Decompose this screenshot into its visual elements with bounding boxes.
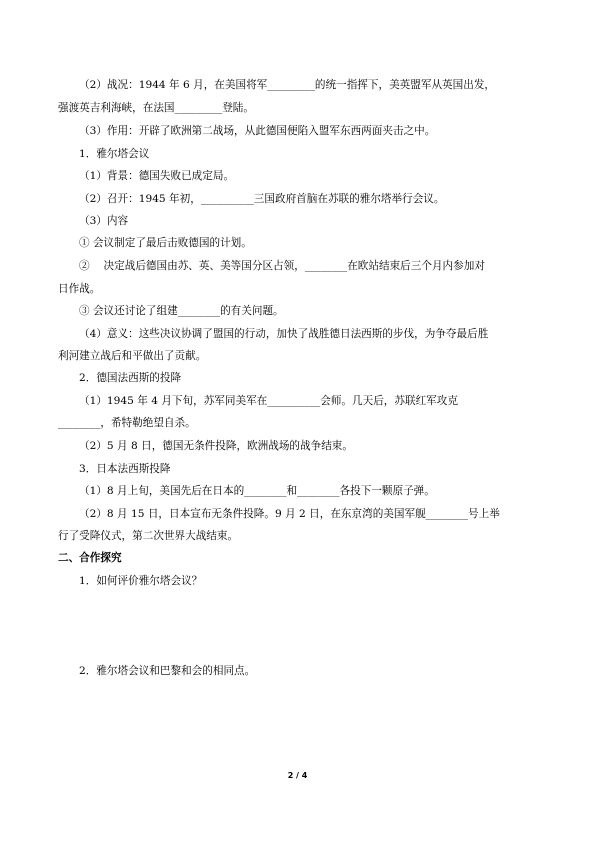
section-heading: 3．日本法西斯投降: [79, 463, 171, 475]
text-line: ② 决定战后德国由苏、英、美等国分区占领，________在欧站结束后三个月内参加对: [79, 260, 485, 272]
text-line: 强渡英吉利海峡，在法国_________登陆。: [58, 102, 254, 114]
question: 2．雅尔塔会议和巴黎和会的相同点。: [79, 665, 256, 677]
text-line: （3）作用：开辟了欧洲第二战场，从此德国便陷入盟军东西两面夹击之中。: [79, 125, 436, 137]
page-number: 2 / 4: [287, 771, 308, 780]
part-heading: 二、合作探究: [58, 552, 122, 564]
text-line: （2）8 月 15 日，日本宣布无条件投降。9 月 2 日，在东京湾的美国军舰________号上举: [79, 508, 500, 520]
text-line: ③ 会议还讨论了组建________的有关问题。: [79, 305, 284, 317]
text-line: 行了受降仪式，第二次世界大战结束。: [58, 530, 239, 542]
text-line: （1）1945 年 4 月下旬，苏军同美军在__________会师。几天后，苏联红军攻克: [79, 395, 458, 407]
text-line: （2）5 月 8 日，德国无条件投降，欧洲战场的战争结束。: [79, 440, 353, 452]
question: 1．如何评价雅尔塔会议？: [79, 575, 203, 587]
text-line: （2）战况：1944 年 6 月，在美国将军_________的统一指挥下，美英盟军从英国出发，: [79, 79, 496, 91]
text-line: （4）意义：这些决议协调了盟国的行动，加快了战胜德日法西斯的步伐，为争夺最后胜: [79, 328, 489, 340]
text-line: ① 会议制定了最后击败德国的计划。: [79, 237, 252, 249]
text-line: ________，希特勒绝望自杀。: [58, 417, 196, 429]
text-line: 日作战。: [58, 283, 101, 295]
text-line: （3）内容: [79, 215, 129, 227]
section-heading: 1．雅尔塔会议: [79, 148, 150, 160]
text-line: （1）8 月上旬，美国先后在日本的________和________各投下一颗原子弹。: [79, 485, 435, 497]
section-heading: 2．德国法西斯的投降: [79, 372, 182, 384]
text-line: 利河建立战后和平做出了贡献。: [58, 350, 207, 362]
text-line: （1）背景：德国失败已成定局。: [79, 170, 235, 182]
text-line: （2）召开：1945 年初，__________三国政府首脑在苏联的雅尔塔举行会议。: [79, 193, 445, 205]
